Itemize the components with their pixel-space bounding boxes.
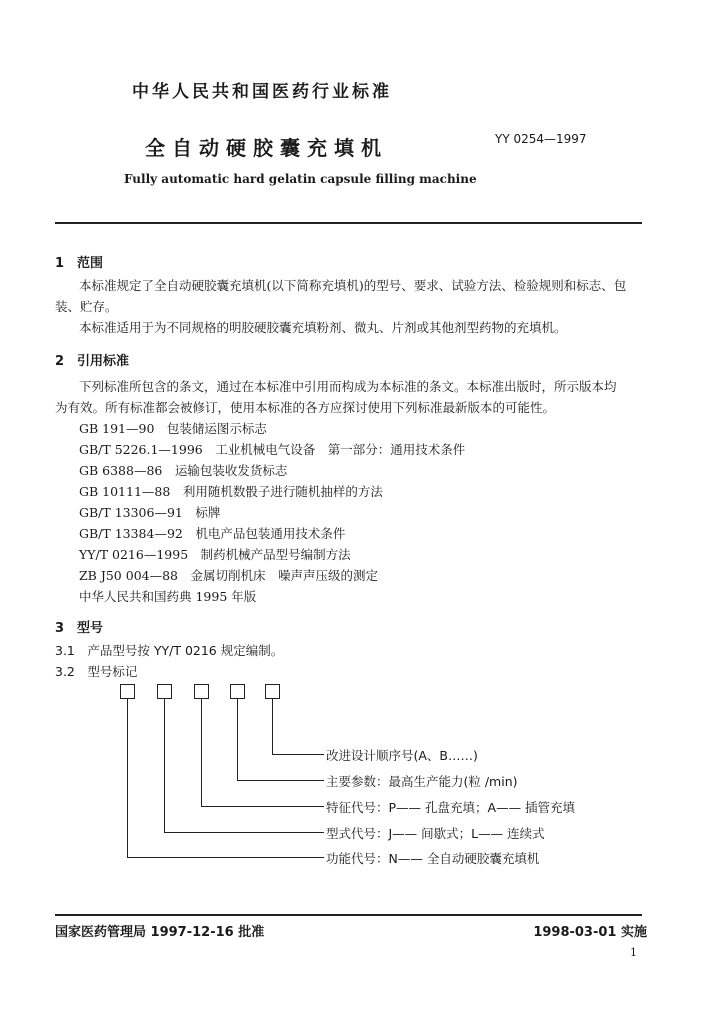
footer-rule	[55, 914, 642, 916]
section-2-para-1a: 下列标准所包含的条文，通过在本标准中引用而构成为本标准的条文。本标准出版时，所示版本均	[79, 379, 617, 394]
standard-title-cn: 全自动硬胶囊充填机	[145, 136, 388, 160]
leader-line	[164, 832, 324, 833]
code-box-parameter	[230, 684, 245, 699]
leader-line	[237, 780, 324, 781]
reference-item: YY/T 0216—1995 制药机械产品型号编制方法	[79, 547, 351, 562]
section-3-heading: 3 型号	[55, 621, 104, 636]
section-1-para-1a: 本标准规定了全自动硬胶囊充填机(以下简称充填机)的型号、要求、试验方法、检验规则和标志、包	[79, 278, 627, 293]
leader-line	[272, 754, 324, 755]
leader-line	[127, 857, 324, 858]
section-1-para-2: 本标准适用于为不同规格的明胶硬胶囊充填粉剂、微丸、片剂或其他剂型药物的充填机。	[79, 320, 567, 335]
parameter-label: 主要参数：最高生产能力(粒 /min)	[326, 774, 518, 789]
reference-item: GB 10111—88 利用随机数骰子进行随机抽样的方法	[79, 484, 383, 499]
leader-line	[127, 699, 128, 857]
revision-label: 改进设计顺序号(A、B……)	[326, 748, 478, 763]
section-2-para-1b: 为有效。所有标准都会被修订，使用本标准的各方应探讨使用下列标准最新版本的可能性。	[55, 400, 556, 415]
section-2-heading: 2 引用标准	[55, 354, 130, 369]
code-box-revision	[265, 684, 280, 699]
header-rule	[55, 222, 642, 224]
implementation-date: 1998-03-01 实施	[533, 925, 647, 940]
leader-line	[164, 699, 165, 832]
leader-line	[272, 699, 273, 754]
reference-item: 中华人民共和国药典 1995 年版	[79, 589, 257, 604]
page-number: 1	[630, 946, 637, 959]
leader-line	[237, 699, 238, 780]
reference-item: GB/T 13384—92 机电产品包装通用技术条件	[79, 526, 346, 541]
code-box-function	[120, 684, 135, 699]
section-1-heading: 1 范围	[55, 256, 104, 271]
leader-line	[201, 699, 202, 806]
feature-label: 特征代号：P—— 孔盘充填；A—— 插管充填	[326, 800, 576, 815]
code-box-feature	[194, 684, 209, 699]
code-box-type	[157, 684, 172, 699]
reference-item: GB 6388—86 运输包装收发货标志	[79, 463, 288, 478]
reference-item: GB/T 13306—91 标牌	[79, 505, 221, 520]
standard-number: YY 0254—1997	[495, 132, 587, 146]
standard-title-en: Fully automatic hard gelatin capsule filling machine	[124, 172, 477, 186]
section-3-1: 3.1 产品型号按 YY/T 0216 规定编制。	[55, 643, 284, 658]
reference-item: ZB J50 004—88 金属切削机床 噪声声压级的测定	[79, 568, 378, 583]
section-3-2: 3.2 型号标记	[55, 664, 138, 679]
issuing-body-heading: 中华人民共和国医药行业标准	[132, 82, 392, 102]
reference-item: GB 191—90 包装储运图示标志	[79, 421, 267, 436]
type-label: 型式代号：J—— 间歇式；L—— 连续式	[326, 826, 545, 841]
approval-date: 国家医药管理局 1997-12-16 批准	[55, 925, 265, 940]
leader-line	[201, 806, 324, 807]
section-1-para-1b: 装、贮存。	[55, 299, 118, 314]
function-label: 功能代号：N—— 全自动硬胶囊充填机	[326, 851, 540, 866]
reference-item: GB/T 5226.1—1996 工业机械电气设备 第一部分：通用技术条件	[79, 442, 466, 457]
